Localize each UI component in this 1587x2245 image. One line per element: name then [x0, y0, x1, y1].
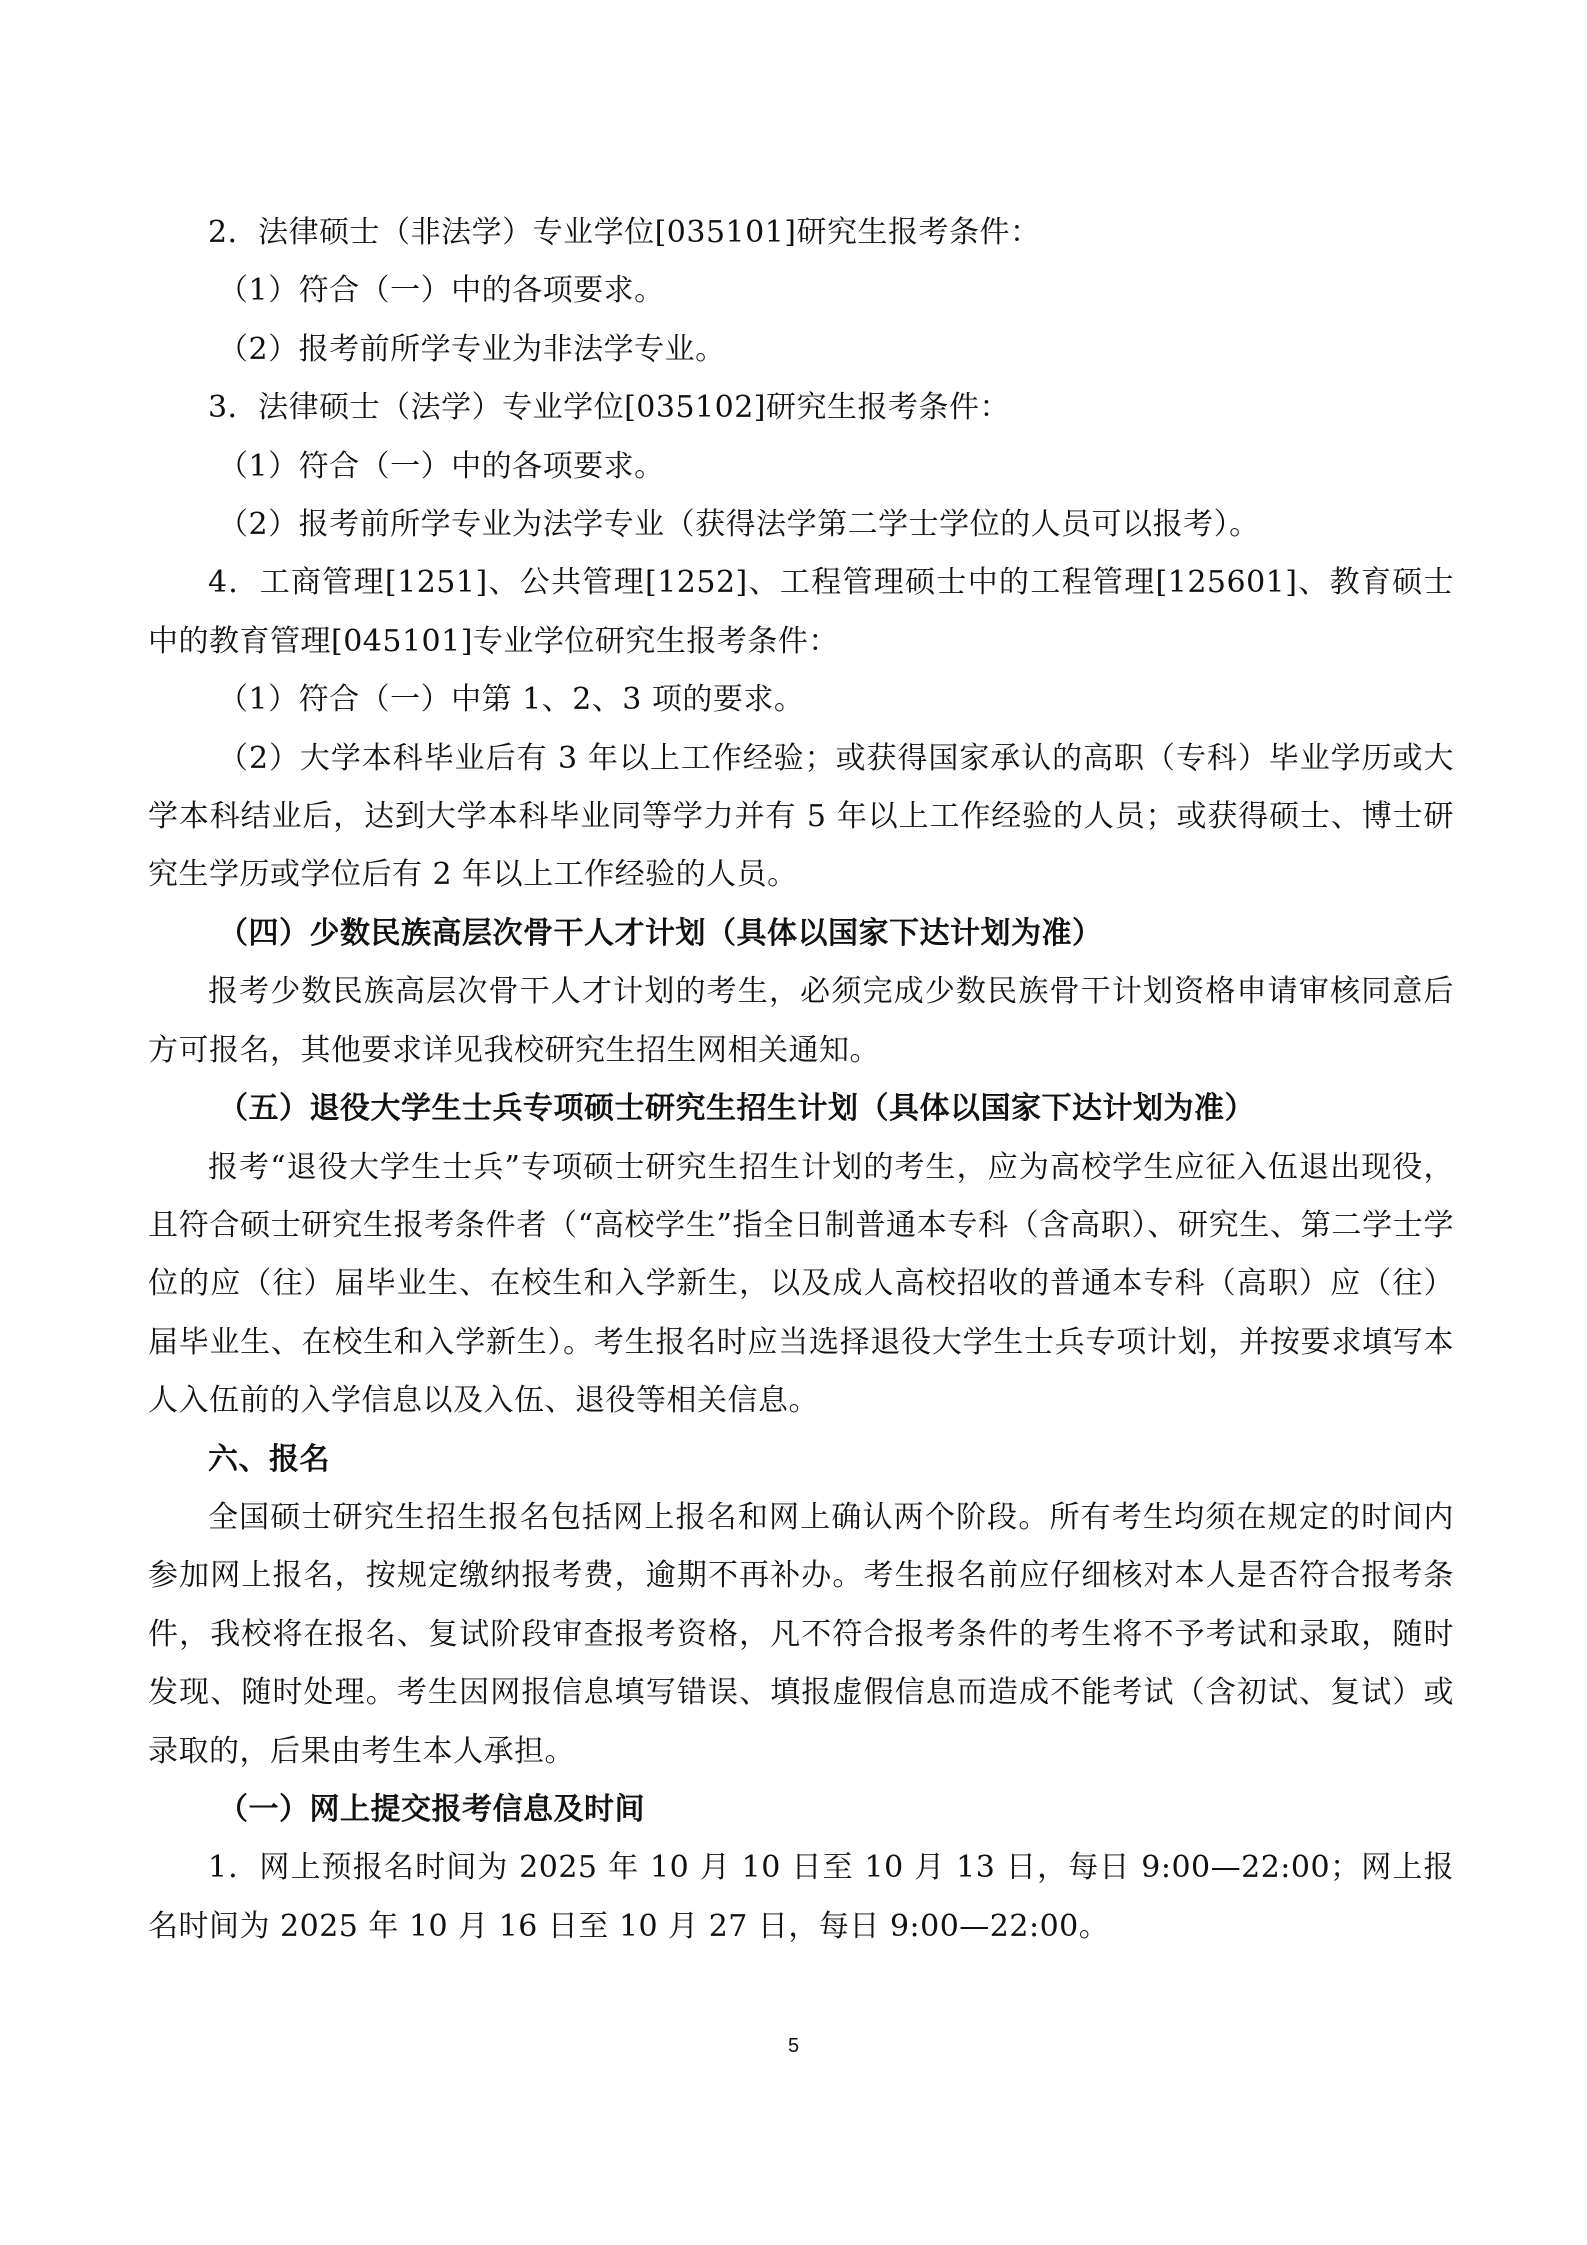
section-heading-registration: 六、报名: [208, 1441, 330, 1477]
paragraph-item: （2）报考前所学专业为法学专业（获得法学第二学士学位的人员可以报考）。: [218, 507, 1260, 543]
paragraph-law-conditions: 3．法律硕士（法学）专业学位[035102]研究生报考条件：: [208, 390, 1011, 426]
paragraph-item: （1）符合（一）中的各项要求。: [218, 448, 665, 484]
paragraph-item: （1）符合（一）中第 1、2、3 项的要求。: [218, 682, 805, 718]
section-heading-online-submission: （一）网上提交报考信息及时间: [218, 1791, 645, 1827]
paragraph-management-conditions: 4．工商管理[1251]、公共管理[1252]、工程管理硕士中的工程管理[125601]、教育硕士中的教育管理[045101]专业学位研究生报考条件：: [148, 565, 1454, 659]
section-heading-minority-plan: （四）少数民族高层次骨干人才计划（具体以国家下达计划为准）: [218, 915, 1103, 951]
section-heading-veteran-plan: （五）退役大学生士兵专项硕士研究生招生计划（具体以国家下达计划为准）: [218, 1091, 1255, 1127]
paragraph-registration: 全国硕士研究生招生报名包括网上报名和网上确认两个阶段。所有考生均须在规定的时间内参加网上报名，按规定缴纳报考费，逾期不再补办。考生报名前应仔细核对本人是否符合报考条件，我校将在报名、复试阶段审查报考资格，凡不符合报考条件的考生将不予考试和录取，随时发现、随时处理。考生因网报信息填写错误、填报虚假信息而造成不能考试（含初试、复试）或录取的，后果由考生本人承担。: [148, 1499, 1454, 1769]
document-body: [148, 204, 1454, 1956]
page-number: 5: [787, 2035, 800, 2057]
paragraph-law-nonlaw-conditions: 2．法律硕士（非法学）专业学位[035101]研究生报考条件：: [208, 215, 1041, 250]
paragraph-item: （2）大学本科毕业后有 3 年以上工作经验；或获得国家承认的高职（专科）毕业学历或大学本科结业后，达到大学本科毕业同等学力并有 5 年以上工作经验的人员；或获得硕士、博士研究生学历或学位后有 2 年以上工作经验的人员。: [148, 740, 1454, 893]
paragraph-veteran-plan: 报考“退役大学生士兵”专项硕士研究生招生计划的考生，应为高校学生应征入伍退出现役，且符合硕士研究生报考条件者（“高校学生”指全日制普通本专科（含高职）、研究生、第二学士学位的应（往）届毕业生、在校生和入学新生，以及成人高校招收的普通本专科（高职）应（往）届毕业生、在校生和入学新生）。考生报名时应当选择退役大学生士兵专项计划，并按要求填写本人入伍前的入学信息以及入伍、退役等相关信息。: [148, 1149, 1454, 1419]
paragraph-online-timing: 1．网上预报名时间为 2025 年 10 月 10 日至 10 月 13 日，每日 9:00—22:00；网上报名时间为 2025 年 10 月 16 日至 10 月 27 日，每日 9:00—22:00。: [148, 1850, 1454, 1944]
paragraph-item: （1）符合（一）中的各项要求。: [218, 273, 665, 309]
paragraph-item: （2）报考前所学专业为非法学专业。: [218, 331, 726, 367]
paragraph-minority-plan: 报考少数民族高层次骨干人才计划的考生，必须完成少数民族骨干计划资格申请审核同意后方可报名，其他要求详见我校研究生招生网相关通知。: [148, 974, 1454, 1068]
